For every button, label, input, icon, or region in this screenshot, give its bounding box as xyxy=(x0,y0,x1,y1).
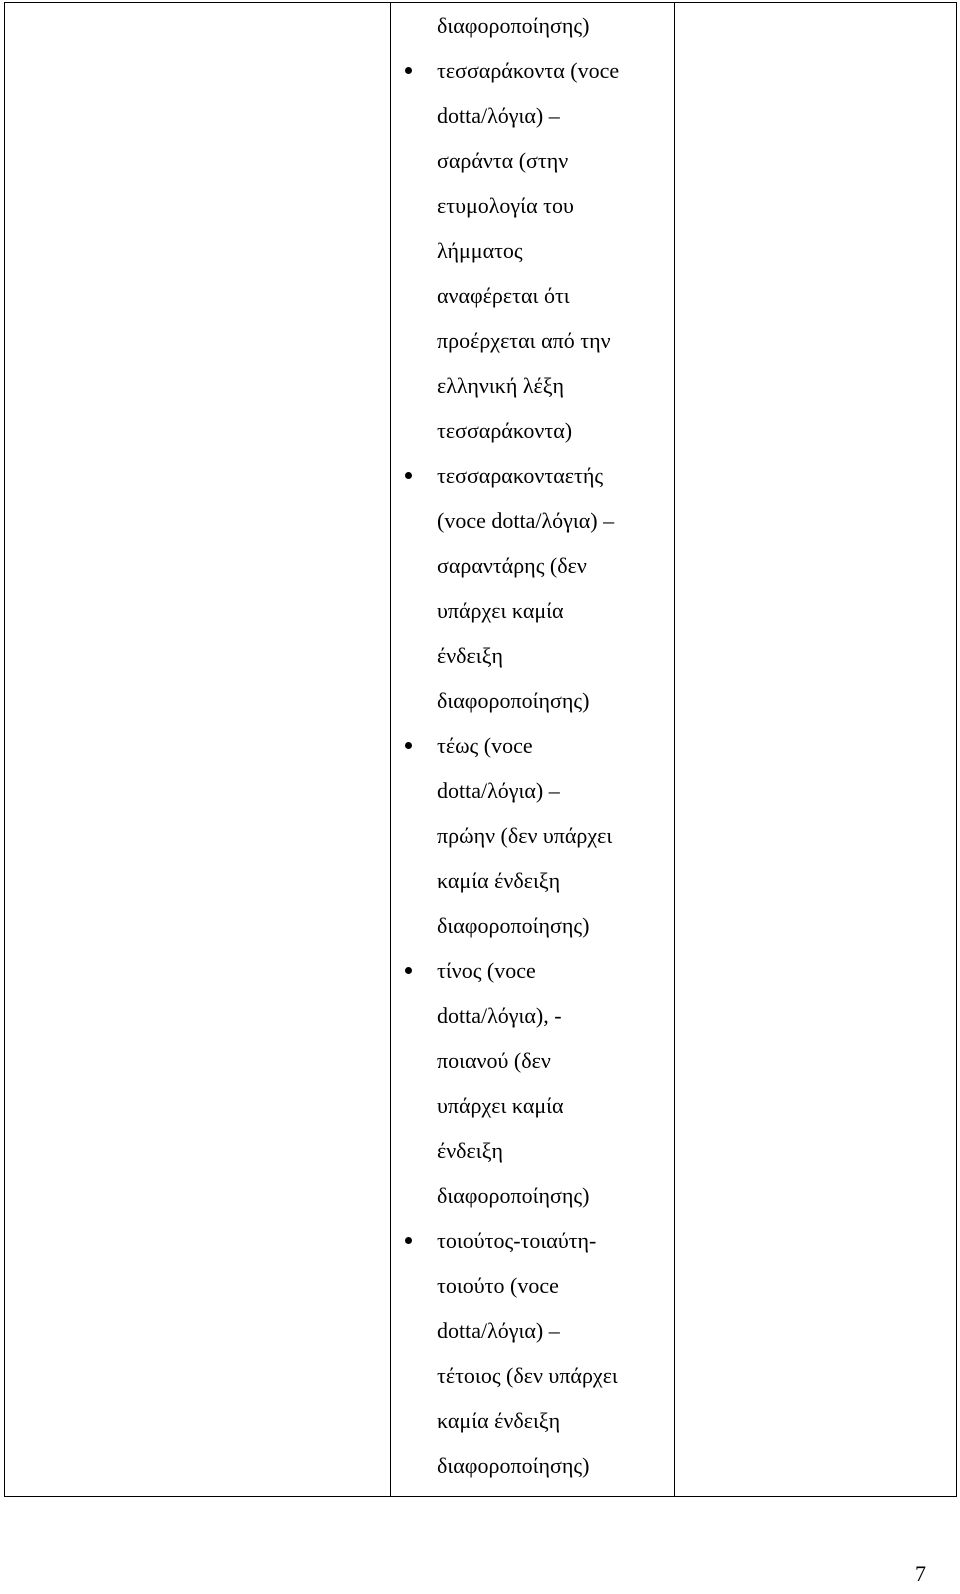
list-item-continuation: τοιούτο (voce xyxy=(437,1273,559,1298)
bullet-list xyxy=(391,3,674,1488)
list-item-continuation: τεσσαράκοντα) xyxy=(437,418,573,443)
list-item-continuation: ετυμολογία του xyxy=(437,193,574,218)
list-item: τέως (voce xyxy=(437,733,533,758)
list-item-continuation: τέτοιος (δεν υπάρχει xyxy=(437,1363,618,1388)
list-item-continuation: καμία ένδειξη xyxy=(437,1408,561,1433)
list-item-continuation: υπάρχει καμία xyxy=(437,1093,564,1118)
bullet-icon xyxy=(405,67,412,74)
list-item: διαφοροποίησης) xyxy=(437,13,590,38)
right-empty-cell xyxy=(675,3,957,1497)
list-item-continuation: διαφοροποίησης) xyxy=(437,1183,590,1208)
page-number: 7 xyxy=(915,1561,926,1586)
list-item-continuation: ποιανού (δεν xyxy=(437,1048,551,1073)
list-item-continuation: αναφέρεται ότι xyxy=(437,283,570,308)
list-item-continuation: προέρχεται από την xyxy=(437,328,611,353)
list-item-continuation: λήμματος xyxy=(437,238,523,263)
bullet-icon xyxy=(405,967,412,974)
list-item: τίνος (voce xyxy=(437,958,536,983)
content-cell xyxy=(391,3,675,1497)
list-item-continuation: πρώην (δεν υπάρχει xyxy=(437,823,613,848)
list-item-continuation: καμία ένδειξη xyxy=(437,868,561,893)
list-item: τεσσαράκοντα (voce xyxy=(437,58,620,83)
document-table xyxy=(4,2,957,1497)
list-item-continuation: διαφοροποίησης) xyxy=(437,688,590,713)
list-item-continuation: σαραντάρης (δεν xyxy=(437,553,587,578)
list-item-continuation: dotta/λόγια), - xyxy=(437,1003,562,1028)
bullet-icon xyxy=(405,1237,412,1244)
list-item-continuation: υπάρχει καμία xyxy=(437,598,564,623)
list-item-continuation: ένδειξη xyxy=(437,643,504,668)
list-item-continuation: dotta/λόγια) – xyxy=(437,1318,560,1343)
list-item-continuation: ένδειξη xyxy=(437,1138,504,1163)
list-item-continuation: (voce dotta/λόγια) – xyxy=(437,508,615,533)
list-item-continuation: διαφοροποίησης) xyxy=(437,913,590,938)
list-item-continuation: σαράντα (στην xyxy=(437,148,569,173)
list-item: τοιούτος-τοιαύτη- xyxy=(437,1228,597,1253)
list-item-continuation: dotta/λόγια) – xyxy=(437,778,560,803)
left-empty-cell xyxy=(5,3,391,1497)
list-item-continuation: διαφοροποίησης) xyxy=(437,1453,590,1478)
bullet-icon xyxy=(405,472,412,479)
list-item: τεσσαρακονταετής xyxy=(437,463,604,488)
list-item-continuation: ελληνική λέξη xyxy=(437,373,565,398)
table-row xyxy=(5,3,957,1497)
bullet-icon xyxy=(405,742,412,749)
list-item-continuation: dotta/λόγια) – xyxy=(437,103,560,128)
